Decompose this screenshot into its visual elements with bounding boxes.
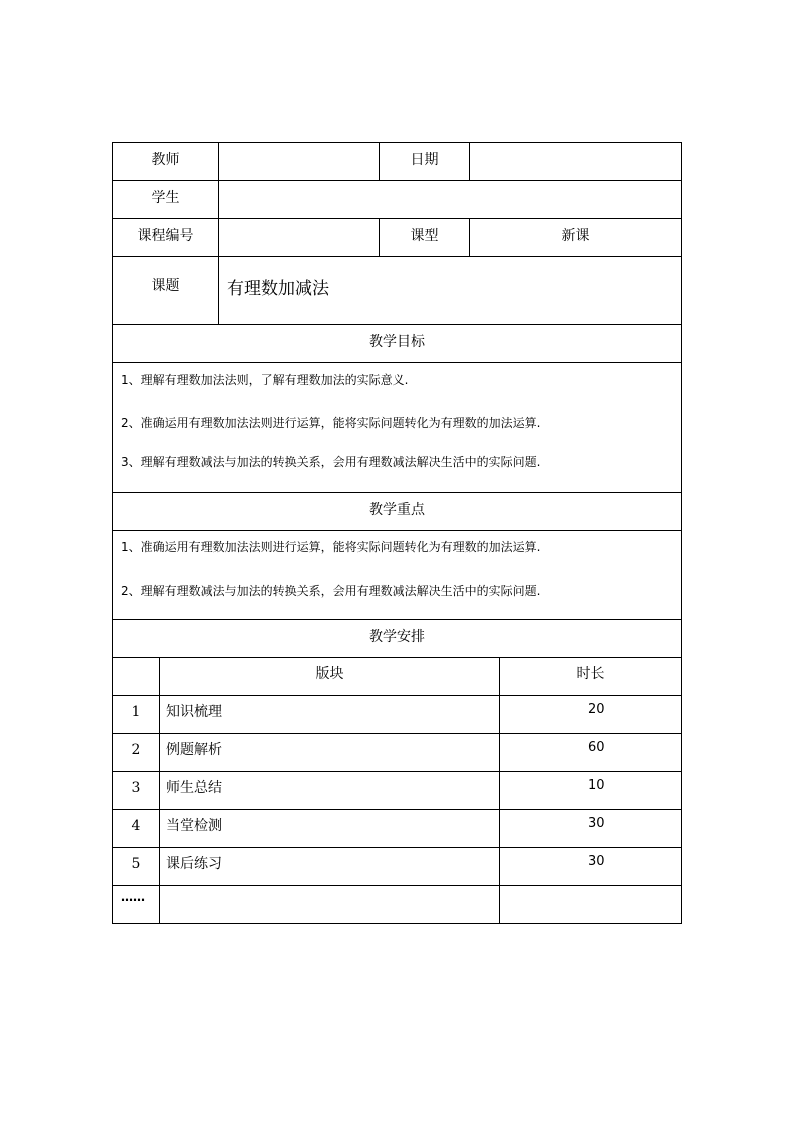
schedule-row-no: 4 xyxy=(113,810,160,848)
schedule-row xyxy=(113,734,682,772)
objectives-list xyxy=(113,363,682,493)
schedule-row-duration: 30 xyxy=(500,810,682,848)
student-value[interactable] xyxy=(219,181,682,219)
objective-item: 1、理解有理数加法法则，了解有理数加法的实际意义. xyxy=(121,373,409,387)
topic-value: 有理数加减法 xyxy=(219,257,682,325)
schedule-ellipsis: …… xyxy=(113,886,160,924)
course-no-label: 课程编号 xyxy=(113,219,219,257)
key-points-title: 教学重点 xyxy=(113,493,682,531)
schedule-row-duration: 60 xyxy=(500,734,682,772)
key-points-title-row xyxy=(113,493,682,531)
schedule-title: 教学安排 xyxy=(113,620,682,658)
schedule-row xyxy=(113,810,682,848)
schedule-row xyxy=(113,772,682,810)
schedule-row-block: 例题解析 xyxy=(160,734,500,772)
schedule-duration-header: 时长 xyxy=(500,658,682,696)
schedule-row-duration: 10 xyxy=(500,772,682,810)
schedule-no-header xyxy=(113,658,160,696)
schedule-row-block: 知识梳理 xyxy=(160,696,500,734)
lesson-plan-table xyxy=(112,142,682,924)
schedule-row-duration: 30 xyxy=(500,848,682,886)
schedule-row-duration: 20 xyxy=(500,696,682,734)
schedule-ellipsis-row xyxy=(113,886,682,924)
schedule-row-no: 5 xyxy=(113,848,160,886)
objective-item: 2、准确运用有理数加法法则进行运算，能将实际问题转化为有理数的加法运算. xyxy=(121,416,541,430)
schedule-title-row xyxy=(113,620,682,658)
topic-row xyxy=(113,257,682,325)
topic-label: 课题 xyxy=(113,257,219,325)
student-label: 学生 xyxy=(113,181,219,219)
schedule-empty-duration xyxy=(500,886,682,924)
schedule-row-block: 师生总结 xyxy=(160,772,500,810)
key-points-list xyxy=(113,531,682,620)
student-row xyxy=(113,181,682,219)
schedule-row-no: 3 xyxy=(113,772,160,810)
objective-item: 3、理解有理数减法与加法的转换关系，会用有理数减法解决生活中的实际问题. xyxy=(121,455,541,469)
key-points-row xyxy=(113,531,682,620)
date-value[interactable] xyxy=(470,143,682,181)
objectives-title: 教学目标 xyxy=(113,325,682,363)
date-label: 日期 xyxy=(380,143,470,181)
teacher-row xyxy=(113,143,682,181)
schedule-block-header: 版块 xyxy=(160,658,500,696)
schedule-row xyxy=(113,696,682,734)
schedule-row-block: 当堂检测 xyxy=(160,810,500,848)
schedule-row xyxy=(113,848,682,886)
type-label: 课型 xyxy=(380,219,470,257)
schedule-empty-block xyxy=(160,886,500,924)
objectives-title-row xyxy=(113,325,682,363)
course-row xyxy=(113,219,682,257)
schedule-row-block: 课后练习 xyxy=(160,848,500,886)
course-no-value[interactable] xyxy=(219,219,380,257)
teacher-label: 教师 xyxy=(113,143,219,181)
type-value: 新课 xyxy=(470,219,682,257)
schedule-row-no: 1 xyxy=(113,696,160,734)
key-point-item: 2、理解有理数减法与加法的转换关系，会用有理数减法解决生活中的实际问题. xyxy=(121,584,541,598)
schedule-header-row xyxy=(113,658,682,696)
key-point-item: 1、准确运用有理数加法法则进行运算，能将实际问题转化为有理数的加法运算. xyxy=(121,540,541,554)
teacher-value[interactable] xyxy=(219,143,380,181)
objectives-row xyxy=(113,363,682,493)
schedule-row-no: 2 xyxy=(113,734,160,772)
